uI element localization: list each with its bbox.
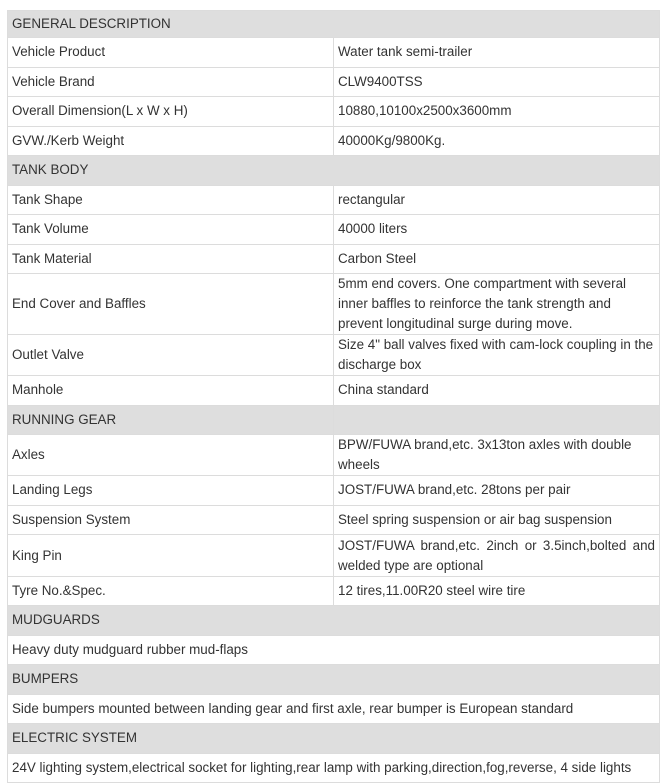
spec-value: 12 tires,11.00R20 steel wire tire [334, 577, 660, 606]
section-blank-cell [334, 405, 660, 435]
spec-row [8, 694, 660, 724]
spec-label: Outlet Valve [8, 335, 334, 376]
spec-row [8, 376, 660, 406]
section-title: ELECTRIC SYSTEM [8, 724, 660, 754]
spec-row [8, 38, 660, 68]
spec-value: JOST/FUWA brand,etc. 2inch or 3.5inch,bolted and welded type are optional [334, 535, 660, 577]
spec-label: Suspension System [8, 505, 334, 535]
spec-value: 10880,10100x2500x3600mm [334, 97, 660, 127]
spec-value: rectangular [334, 185, 660, 215]
spec-label: Vehicle Brand [8, 67, 334, 97]
spec-row [8, 435, 660, 476]
spec-label: Overall Dimension(L x W x H) [8, 97, 334, 127]
spec-value: JOST/FUWA brand,etc. 28tons per pair [334, 476, 660, 506]
spec-label: Tank Shape [8, 185, 334, 215]
spec-label: GVW./Kerb Weight [8, 126, 334, 156]
spec-text: 24V lighting system,electrical socket for lighting,rear lamp with parking,direction,fog,reverse, 4 side lights [8, 753, 660, 783]
section-title: TANK BODY [8, 156, 660, 186]
spec-value: Carbon Steel [334, 244, 660, 274]
spec-row [8, 185, 660, 215]
section-title: RUNNING GEAR [8, 405, 334, 435]
section-electric-header [8, 724, 660, 754]
spec-row [8, 335, 660, 376]
spec-label: Tyre No.&Spec. [8, 577, 334, 606]
spec-value: BPW/FUWA brand,etc. 3x13ton axles with double wheels [334, 435, 660, 476]
spec-row [8, 126, 660, 156]
section-tank-body-header [8, 156, 660, 186]
spec-row [8, 505, 660, 535]
spec-label: King Pin [8, 535, 334, 577]
section-title: MUDGUARDS [8, 606, 660, 636]
spec-row [8, 753, 660, 783]
spec-row [8, 577, 660, 606]
section-title: BUMPERS [8, 665, 660, 695]
spec-table [7, 10, 660, 783]
spec-value: China standard [334, 376, 660, 406]
spec-label: Tank Material [8, 244, 334, 274]
section-running-gear-header [8, 405, 660, 435]
spec-value: 40000Kg/9800Kg. [334, 126, 660, 156]
section-mudguards-header [8, 606, 660, 636]
spec-value: Steel spring suspension or air bag suspension [334, 505, 660, 535]
spec-row [8, 476, 660, 506]
section-general-header [8, 11, 660, 38]
spec-row [8, 97, 660, 127]
spec-label: Axles [8, 435, 334, 476]
spec-row [8, 535, 660, 577]
section-title: GENERAL DESCRIPTION [8, 11, 660, 38]
spec-value: Water tank semi-trailer [334, 38, 660, 68]
spec-label: End Cover and Baffles [8, 274, 334, 335]
spec-text: Heavy duty mudguard rubber mud-flaps [8, 635, 660, 665]
spec-value: Size 4" ball valves fixed with cam-lock coupling in the discharge box [334, 335, 660, 376]
spec-row [8, 67, 660, 97]
spec-value: 5mm end covers. One compartment with several inner baffles to reinforce the tank strength and prevent longitudinal surge during move. [334, 274, 660, 335]
section-bumpers-header [8, 665, 660, 695]
spec-label: Manhole [8, 376, 334, 406]
spec-label: Tank Volume [8, 215, 334, 245]
spec-text: Side bumpers mounted between landing gear and first axle, rear bumper is European standard [8, 694, 660, 724]
spec-value: CLW9400TSS [334, 67, 660, 97]
spec-label: Vehicle Product [8, 38, 334, 68]
spec-row [8, 215, 660, 245]
spec-row [8, 635, 660, 665]
spec-row [8, 244, 660, 274]
spec-value: 40000 liters [334, 215, 660, 245]
spec-row [8, 274, 660, 335]
spec-label: Landing Legs [8, 476, 334, 506]
